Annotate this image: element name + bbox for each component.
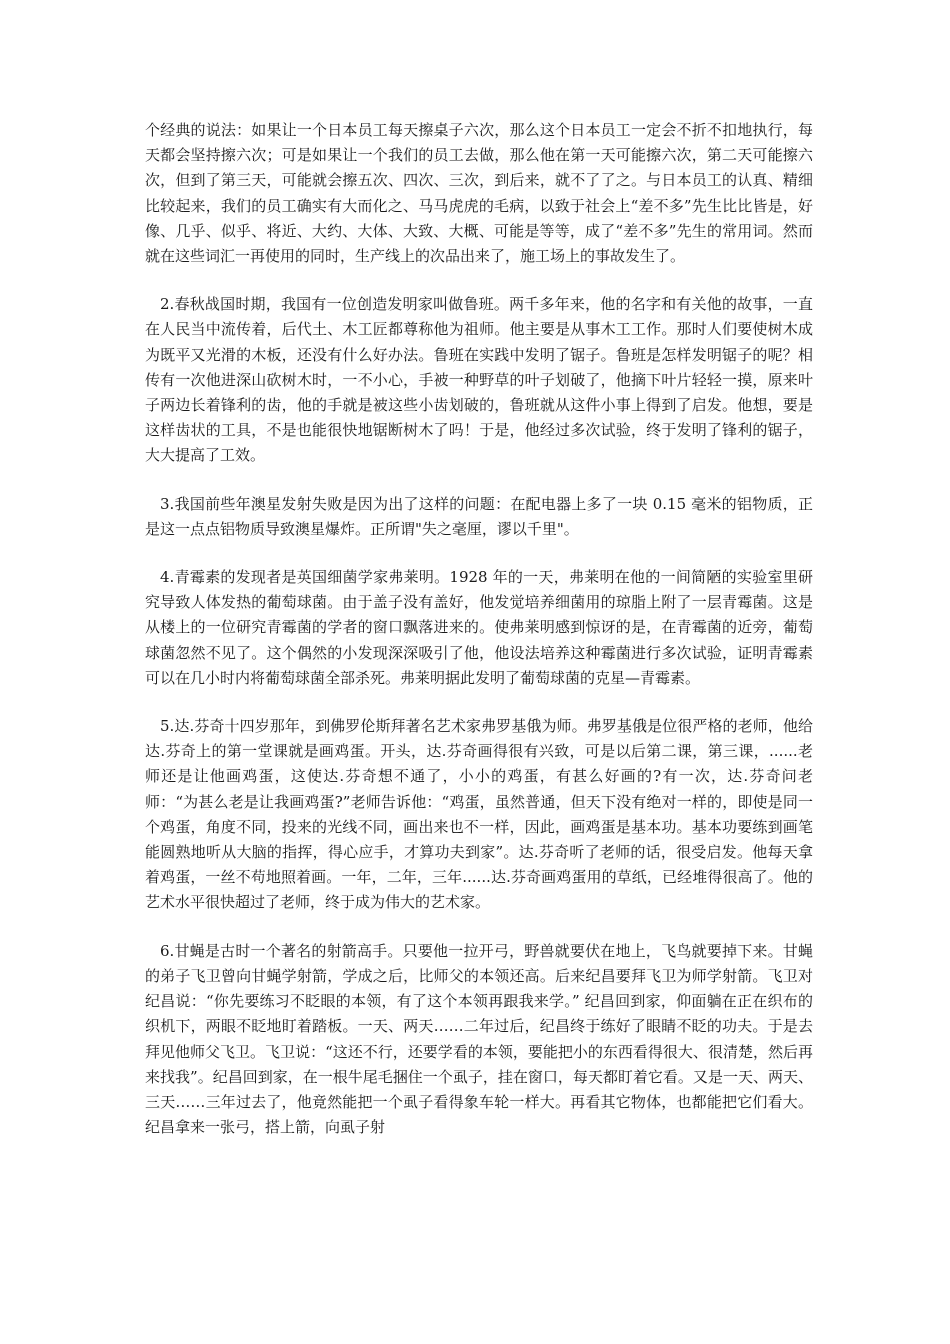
paragraph-archery: 6.甘蝇是古时一个著名的射箭高手。只要他一拉开弓，野兽就要伏在地上，飞鸟就要掉下来。甘蝇的弟子飞卫曾向甘蝇学射箭，学成之后，比师父的本领还高。后来纪昌要拜飞卫为师学射箭。飞卫对纪昌说：“你先要练习不眨眼的本领，有了这个本领再跟我来学。” 纪昌回到家，仰面躺在正在织布的织机下，两眼不眨地盯着踏板。一天、两天……二年过后，纪昌终于练好了眼睛不眨的功夫。于是去拜见他师父飞卫。飞卫说：“这还不行，还要学看的本领，要能把小的东西看得很大、很清楚，然后再来找我”。纪昌回到家，在一根牛尾毛捆住一个虱子，挂在窗口，每天都盯着它看。又是一天、两天、三天……三年过去了，他竟然能把一个虱子看得象车轮一样大。再看其它物体，也都能把它们看大。纪昌拿来一张弓，搭上箭，向虱子射 <box>145 941 813 1137</box>
paragraph-da-vinci: 5.达.芬奇十四岁那年，到佛罗伦斯拜著名艺术家弗罗基俄为师。弗罗基俄是位很严格的老师，他给达.芬奇上的第一堂课就是画鸡蛋。开头，达.芬奇画得很有兴致，可是以后第二课，第三课，......老师还是让他画鸡蛋，这使达.芬奇想不通了，小小的鸡蛋，有甚么好画的?有一次，达.芬奇问老师：“为甚么老是让我画鸡蛋?”老师告诉他：“鸡蛋，虽然普通，但天下没有绝对一样的，即使是同一个鸡蛋，角度不同，投来的光线不同，画出来也不一样，因此，画鸡蛋是基本功。基本功要练到画笔能圆熟地听从大脑的指挥，得心应手，才算功夫到家”。达.芬奇听了老师的话，很受启发。他每天拿着鸡蛋，一丝不苟地照着画。一年，二年，三年......达.芬奇画鸡蛋用的草纸，已经堆得很高了。他的艺术水平很快超过了老师，终于成为伟大的艺术家。 <box>145 717 813 912</box>
paragraph-gap <box>145 691 813 714</box>
paragraph-lu-ban: 2.春秋战国时期，我国有一位创造发明家叫做鲁班。两千多年来，他的名字和有关他的故事，一直在人民当中流传着，后代土、木工匠都尊称他为祖师。他主要是从事木工工作。那时人们要使树木成为既平又光滑的木板，还没有什么好办法。鲁班在实践中发明了锯子。鲁班是怎样发明锯子的呢？相传有一次他进深山砍树木时，一不小心，手被一种野草的叶子划破了，他摘下叶片轻轻一摸，原来叶子两边长着锋利的齿，他的手就是被这些小齿划破的，鲁班就从这件小事上得到了启发。他想，要是这样齿状的工具，不是也能很快地锯断树木了吗！于是，他经过多次试验，终于发明了锋利的锯子，大大提高了工效。 <box>145 295 813 465</box>
paragraph-aussat: 3.我国前些年澳星发射失败是因为出了这样的问题：在配电器上多了一块 0.15 毫米的铝物质，正是这一点点铝物质导致澳星爆炸。正所谓"失之毫厘，谬以千里"。 <box>145 494 813 538</box>
paragraph-penicillin: 4.青霉素的发现者是英国细菌学家弗莱明。1928 年的一天，弗莱明在他的一间简陋的实验室里研究导致人体发热的葡萄球菌。由于盖子没有盖好，他发觉培养细菌用的琼脂上附了一层青霉菌。这是从楼上的一位研究青霉菌的学者的窗口飘落进来的。使弗莱明感到惊讶的是，在青霉菌的近旁，葡萄球菌忽然不见了。这个偶然的小发现深深吸引了他，他设法培养这种霉菌进行多次试验，证明青霉素可以在几小时内将葡萄球菌全部杀死。弗莱明据此发明了葡萄球菌的克星—青霉素。 <box>145 568 813 687</box>
document-body <box>145 118 813 1140</box>
paragraph-gap <box>145 542 813 565</box>
paragraph-gap <box>145 269 813 292</box>
paragraph-gap <box>145 916 813 939</box>
paragraph-gap <box>145 469 813 492</box>
paragraph-intro-continued: 个经典的说法：如果让一个日本员工每天擦桌子六次，那么这个日本员工一定会不折不扣地执行，每天都会坚持擦六次；可是如果让一个我们的员工去做，那么他在第一天可能擦六次，第二天可能擦六次，但到了第三天，可能就会擦五次、四次、三次，到后来，就不了了之。与日本员工的认真、精细比较起来，我们的员工确实有大而化之、马马虎虎的毛病，以致于社会上“差不多”先生比比皆是，好像、几乎、似乎、将近、大约、大体、大致、大概、可能是等等，成了“差不多”先生的常用词。然而就在这些词汇一再使用的同时，生产线上的次品出来了，施工场上的事故发生了。 <box>145 121 813 266</box>
